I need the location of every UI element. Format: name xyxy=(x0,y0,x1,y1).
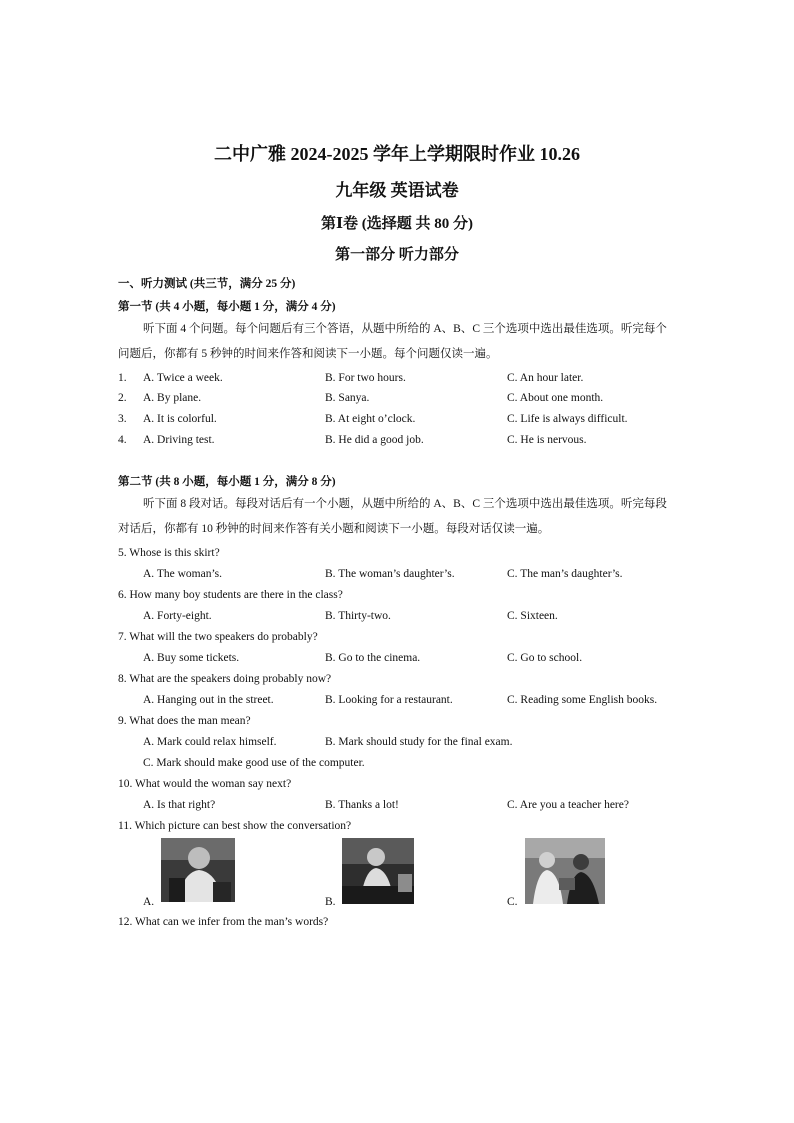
option-a: A. Driving test. xyxy=(143,434,215,446)
option-c: C. Go to school. xyxy=(507,652,583,664)
option-c: C. An hour later. xyxy=(507,372,584,384)
question-text: 7. What will the two speakers do probably? xyxy=(118,631,318,643)
subsection-heading-1: 第一节 (共 4 小题，每小题 1 分，满分 4 分) xyxy=(118,301,336,313)
question-text: 5. Whose is this skirt? xyxy=(118,547,220,559)
question-text: 9. What does the man mean? xyxy=(118,715,251,727)
option-c: C. About one month. xyxy=(507,392,604,404)
option-c: C. Reading some English books. xyxy=(507,694,658,706)
option-c: C. Sixteen. xyxy=(507,610,558,622)
option-a: A. The woman’s. xyxy=(143,568,223,580)
option-b: B. Sanya. xyxy=(325,392,370,404)
option-a: A. Mark could relax himself. xyxy=(143,736,277,748)
question-number: 2. xyxy=(118,392,127,404)
question-text: 12. What can we infer from the man’s words? xyxy=(118,916,329,928)
section-heading: 一、听力测试 (共三节，满分 25 分) xyxy=(118,278,296,290)
picture-option-c xyxy=(525,838,605,904)
option-b: B. The woman’s daughter’s. xyxy=(325,568,455,580)
option-b: B. Mark should study for the final exam. xyxy=(325,736,513,748)
option-c: C. Are you a teacher here? xyxy=(507,799,629,811)
option-c: C. The man’s daughter’s. xyxy=(507,568,623,580)
option-a: A. Buy some tickets. xyxy=(143,652,240,664)
volume-heading: 第Ⅰ卷 (选择题 共 80 分) xyxy=(320,216,473,232)
option-b: B. Looking for a restaurant. xyxy=(325,694,453,706)
exam-subtitle: 九年级 英语试卷 xyxy=(335,181,459,200)
option-a: A. Twice a week. xyxy=(143,372,223,384)
option-a: A. Hanging out in the street. xyxy=(143,694,274,706)
subsection-heading-2: 第二节 (共 8 小题，每小题 1 分，满分 8 分) xyxy=(118,476,336,488)
question-number: 4. xyxy=(118,434,127,446)
picture-option-a xyxy=(161,838,235,902)
part-heading: 第一部分 听力部分 xyxy=(335,247,459,263)
instructions-2: 听下面 8 段对话。每段对话后有一个小题，从题中所给的 A、B、C 三个选项中选出最佳选项。听完每段对话后，你都有 10 秒钟的时间来作答有关小题和阅读下一小题。每段对话仅读一遍。 xyxy=(118,498,667,535)
picture-label-b: B. xyxy=(325,896,336,908)
option-c: C. Mark should make good use of the computer. xyxy=(143,757,365,769)
option-c: C. He is nervous. xyxy=(507,434,587,446)
exam-title: 二中广雅 2024-2025 学年上学期限时作业 10.26 xyxy=(214,144,580,164)
question-text: 11. Which picture can best show the conversation? xyxy=(118,820,352,832)
option-b: B. Thanks a lot! xyxy=(325,799,399,811)
option-c: C. Life is always difficult. xyxy=(507,413,628,425)
question-text: 6. How many boy students are there in the class? xyxy=(118,589,343,601)
picture-label-c: C. xyxy=(507,896,518,908)
option-b: B. He did a good job. xyxy=(325,434,424,446)
question-text: 8. What are the speakers doing probably now? xyxy=(118,673,332,685)
option-b: B. Go to the cinema. xyxy=(325,652,421,664)
question-number: 1. xyxy=(118,372,127,384)
instructions-1: 听下面 4 个问题。每个问题后有三个答语，从题中所给的 A、B、C 三个选项中选出最佳选项。听完每个问题后，你都有 5 秒钟的时间来作答和阅读下一小题。每个问题仅读一遍。 xyxy=(118,323,667,360)
picture-option-b xyxy=(342,838,414,904)
question-text: 10. What would the woman say next? xyxy=(118,778,292,790)
option-a: A. Forty-eight. xyxy=(143,610,212,622)
question-number: 3. xyxy=(118,413,127,425)
option-b: B. At eight o’clock. xyxy=(325,413,416,425)
picture-label-a: A. xyxy=(143,896,155,908)
option-a: A. It is colorful. xyxy=(143,413,217,425)
option-b: B. Thirty-two. xyxy=(325,610,391,622)
option-b: B. For two hours. xyxy=(325,372,406,384)
option-a: A. By plane. xyxy=(143,392,202,404)
option-a: A. Is that right? xyxy=(143,799,216,811)
